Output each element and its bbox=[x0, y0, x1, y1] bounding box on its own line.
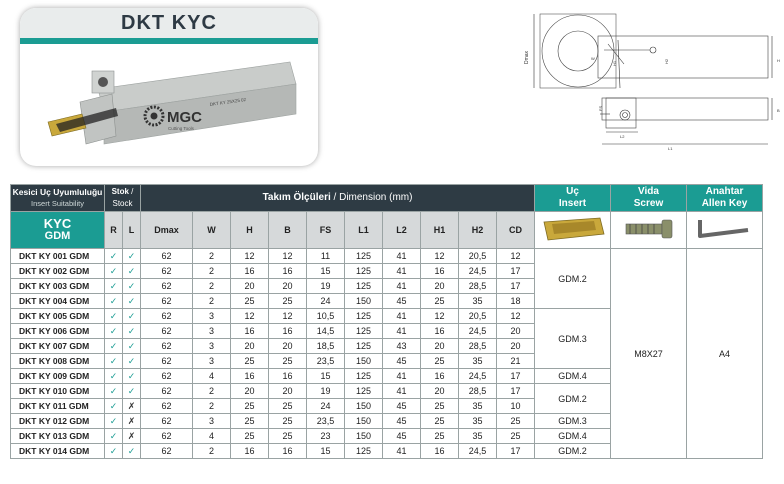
cell-h: 20 bbox=[231, 384, 269, 399]
insert-icon bbox=[538, 214, 608, 244]
stock-left-mark: ✗ bbox=[123, 399, 141, 414]
stock-right-mark: ✓ bbox=[105, 369, 123, 384]
cell-l1: 150 bbox=[345, 429, 383, 444]
product-code: DKT KY 001 GDM bbox=[11, 249, 105, 264]
cell-h: 25 bbox=[231, 399, 269, 414]
cell-h2: 24,5 bbox=[459, 369, 497, 384]
product-code: DKT KY 011 GDM bbox=[11, 399, 105, 414]
stock-right-mark: ✓ bbox=[105, 399, 123, 414]
dim-fs: FS bbox=[598, 105, 603, 111]
cell-dmax: 62 bbox=[141, 339, 193, 354]
stock-right-mark: ✓ bbox=[105, 414, 123, 429]
stock-right-mark: ✓ bbox=[105, 384, 123, 399]
insert-image bbox=[535, 212, 611, 249]
cell-l1: 125 bbox=[345, 339, 383, 354]
cell-h2: 35 bbox=[459, 414, 497, 429]
cell-cd: 25 bbox=[497, 429, 535, 444]
cell-l2: 45 bbox=[383, 414, 421, 429]
cell-l1: 125 bbox=[345, 279, 383, 294]
product-code: DKT KY 003 GDM bbox=[11, 279, 105, 294]
product-code: DKT KY 006 GDM bbox=[11, 324, 105, 339]
cell-dmax: 62 bbox=[141, 414, 193, 429]
stock-header: Stok / Stock bbox=[105, 185, 141, 212]
product-code: DKT KY 007 GDM bbox=[11, 339, 105, 354]
stock-left-mark: ✓ bbox=[123, 309, 141, 324]
cell-h2: 28,5 bbox=[459, 339, 497, 354]
product-card bbox=[20, 8, 318, 166]
cell-h: 25 bbox=[231, 429, 269, 444]
cell-h2: 24,5 bbox=[459, 444, 497, 459]
cell-dmax: 62 bbox=[141, 399, 193, 414]
cell-h1: 16 bbox=[421, 264, 459, 279]
cell-b: 20 bbox=[269, 339, 307, 354]
cell-dmax: 62 bbox=[141, 279, 193, 294]
cell-cd: 17 bbox=[497, 264, 535, 279]
cell-h1: 20 bbox=[421, 339, 459, 354]
cell-dmax: 62 bbox=[141, 384, 193, 399]
col-h: H bbox=[231, 212, 269, 249]
col-fs: FS bbox=[307, 212, 345, 249]
stock-left-mark: ✓ bbox=[123, 324, 141, 339]
cell-h: 25 bbox=[231, 294, 269, 309]
stock-left-mark: ✓ bbox=[123, 369, 141, 384]
cell-l2: 41 bbox=[383, 249, 421, 264]
cell-w: 4 bbox=[193, 429, 231, 444]
cell-b: 25 bbox=[269, 429, 307, 444]
cell-b: 16 bbox=[269, 369, 307, 384]
cell-l2: 41 bbox=[383, 279, 421, 294]
cell-h2: 35 bbox=[459, 294, 497, 309]
cell-cd: 17 bbox=[497, 369, 535, 384]
cell-fs: 14,5 bbox=[307, 324, 345, 339]
cell-dmax: 62 bbox=[141, 444, 193, 459]
cell-l2: 41 bbox=[383, 309, 421, 324]
cell-h2: 20,5 bbox=[459, 309, 497, 324]
screw-image bbox=[611, 212, 687, 249]
cell-l2: 45 bbox=[383, 399, 421, 414]
cell-h: 16 bbox=[231, 264, 269, 279]
cell-h: 25 bbox=[231, 414, 269, 429]
product-code: DKT KY 013 GDM bbox=[11, 429, 105, 444]
cell-dmax: 62 bbox=[141, 294, 193, 309]
product-code: DKT KY 010 GDM bbox=[11, 384, 105, 399]
cell-h2: 28,5 bbox=[459, 384, 497, 399]
cell-h1: 16 bbox=[421, 444, 459, 459]
cell-cd: 17 bbox=[497, 279, 535, 294]
cell-h1: 20 bbox=[421, 384, 459, 399]
cell-dmax: 62 bbox=[141, 324, 193, 339]
stock-right-mark: ✓ bbox=[105, 309, 123, 324]
cell-cd: 12 bbox=[497, 249, 535, 264]
cell-b: 25 bbox=[269, 399, 307, 414]
stock-left-mark: ✓ bbox=[123, 279, 141, 294]
stock-right-mark: ✓ bbox=[105, 249, 123, 264]
insert-type-cell: GDM.4 bbox=[535, 429, 611, 444]
cell-h: 16 bbox=[231, 369, 269, 384]
product-code: DKT KY 005 GDM bbox=[11, 309, 105, 324]
col-r: R bbox=[105, 212, 123, 249]
stock-left-mark: ✗ bbox=[123, 414, 141, 429]
insert-type-cell: GDM.4 bbox=[535, 369, 611, 384]
cell-l1: 125 bbox=[345, 369, 383, 384]
cell-w: 2 bbox=[193, 279, 231, 294]
cell-h2: 35 bbox=[459, 354, 497, 369]
cell-cd: 21 bbox=[497, 354, 535, 369]
col-b: B bbox=[269, 212, 307, 249]
product-code: DKT KY 008 GDM bbox=[11, 354, 105, 369]
cell-cd: 12 bbox=[497, 309, 535, 324]
cell-h: 20 bbox=[231, 339, 269, 354]
cell-b: 16 bbox=[269, 264, 307, 279]
cell-l2: 45 bbox=[383, 429, 421, 444]
cell-l1: 125 bbox=[345, 384, 383, 399]
cell-dmax: 62 bbox=[141, 429, 193, 444]
cell-l1: 125 bbox=[345, 249, 383, 264]
col-l2: L2 bbox=[383, 212, 421, 249]
stock-right-mark: ✓ bbox=[105, 444, 123, 459]
cell-h: 16 bbox=[231, 444, 269, 459]
cell-l2: 41 bbox=[383, 384, 421, 399]
cell-l1: 125 bbox=[345, 264, 383, 279]
cell-cd: 20 bbox=[497, 324, 535, 339]
spec-table bbox=[10, 184, 763, 459]
cell-b: 20 bbox=[269, 279, 307, 294]
cell-l2: 41 bbox=[383, 264, 421, 279]
table-row bbox=[11, 249, 763, 264]
cell-cd: 10 bbox=[497, 399, 535, 414]
stock-left-mark: ✓ bbox=[123, 444, 141, 459]
stock-right-mark: ✓ bbox=[105, 279, 123, 294]
cell-h1: 20 bbox=[421, 279, 459, 294]
insert-type-cell: GDM.2 bbox=[535, 444, 611, 459]
cell-h: 20 bbox=[231, 279, 269, 294]
cell-h2: 24,5 bbox=[459, 264, 497, 279]
cell-cd: 18 bbox=[497, 294, 535, 309]
cell-fs: 15 bbox=[307, 369, 345, 384]
cell-fs: 19 bbox=[307, 279, 345, 294]
stock-left-mark: ✓ bbox=[123, 354, 141, 369]
stock-left-mark: ✓ bbox=[123, 294, 141, 309]
cell-h1: 12 bbox=[421, 249, 459, 264]
product-title: DKT KYC bbox=[20, 8, 318, 38]
dimension-header: Takım Ölçüleri / Dimension (mm) bbox=[141, 185, 535, 212]
cell-h1: 16 bbox=[421, 324, 459, 339]
cell-l1: 150 bbox=[345, 294, 383, 309]
cell-h1: 25 bbox=[421, 354, 459, 369]
cell-b: 25 bbox=[269, 414, 307, 429]
product-code: DKT KY 012 GDM bbox=[11, 414, 105, 429]
cell-l2: 45 bbox=[383, 294, 421, 309]
cell-h: 25 bbox=[231, 354, 269, 369]
stock-left-mark: ✗ bbox=[123, 429, 141, 444]
stock-right-mark: ✓ bbox=[105, 354, 123, 369]
insert-type-cell: GDM.3 bbox=[535, 309, 611, 369]
suitability-header: Kesici Uç Uyumluluğu Insert Suitability bbox=[11, 185, 105, 212]
cell-h1: 25 bbox=[421, 399, 459, 414]
cell-fs: 10,5 bbox=[307, 309, 345, 324]
cell-fs: 18,5 bbox=[307, 339, 345, 354]
insert-type-cell: GDM.2 bbox=[535, 384, 611, 414]
stock-right-mark: ✓ bbox=[105, 294, 123, 309]
cell-w: 2 bbox=[193, 384, 231, 399]
screw-value: M8X27 bbox=[611, 249, 687, 459]
cell-h1: 25 bbox=[421, 429, 459, 444]
product-code: DKT KY 009 GDM bbox=[11, 369, 105, 384]
cell-h: 12 bbox=[231, 249, 269, 264]
dim-h1: H1 bbox=[612, 60, 617, 66]
cell-w: 3 bbox=[193, 309, 231, 324]
product-code: DKT KY 002 GDM bbox=[11, 264, 105, 279]
cell-l1: 150 bbox=[345, 399, 383, 414]
col-h2: H2 bbox=[459, 212, 497, 249]
stock-left-mark: ✓ bbox=[123, 249, 141, 264]
cell-b: 12 bbox=[269, 309, 307, 324]
cell-dmax: 62 bbox=[141, 264, 193, 279]
cell-h: 16 bbox=[231, 324, 269, 339]
col-l1: L1 bbox=[345, 212, 383, 249]
logo-subtext: Cutting Tools bbox=[168, 126, 194, 131]
cell-dmax: 62 bbox=[141, 354, 193, 369]
technical-drawing bbox=[498, 6, 780, 154]
cell-b: 25 bbox=[269, 354, 307, 369]
stock-left-mark: ✓ bbox=[123, 264, 141, 279]
stock-right-mark: ✓ bbox=[105, 324, 123, 339]
col-cd: CD bbox=[497, 212, 535, 249]
cell-l2: 41 bbox=[383, 369, 421, 384]
dim-l1: L1 bbox=[668, 146, 673, 151]
cell-l2: 43 bbox=[383, 339, 421, 354]
insert-type-cell: GDM.2 bbox=[535, 249, 611, 309]
cell-cd: 17 bbox=[497, 444, 535, 459]
cell-b: 16 bbox=[269, 324, 307, 339]
stock-right-mark: ✓ bbox=[105, 339, 123, 354]
cell-h1: 12 bbox=[421, 309, 459, 324]
cell-cd: 25 bbox=[497, 414, 535, 429]
stock-left-mark: ✓ bbox=[123, 384, 141, 399]
cell-l1: 150 bbox=[345, 414, 383, 429]
cell-h2: 35 bbox=[459, 399, 497, 414]
cell-fs: 24 bbox=[307, 294, 345, 309]
dim-l2: L2 bbox=[620, 134, 625, 139]
cell-w: 2 bbox=[193, 294, 231, 309]
cell-l1: 125 bbox=[345, 444, 383, 459]
cell-l2: 45 bbox=[383, 354, 421, 369]
dim-h2: H2 bbox=[664, 58, 669, 64]
cell-fs: 24 bbox=[307, 399, 345, 414]
cell-b: 20 bbox=[269, 384, 307, 399]
dim-h: H bbox=[777, 58, 780, 63]
cell-h1: 25 bbox=[421, 414, 459, 429]
cell-h: 12 bbox=[231, 309, 269, 324]
cell-fs: 15 bbox=[307, 264, 345, 279]
cell-fs: 19 bbox=[307, 384, 345, 399]
cell-b: 25 bbox=[269, 294, 307, 309]
col-l: L bbox=[123, 212, 141, 249]
allen-key-icon bbox=[690, 214, 760, 244]
logo-text: MGC bbox=[167, 109, 202, 126]
cell-h2: 35 bbox=[459, 429, 497, 444]
cell-fs: 11 bbox=[307, 249, 345, 264]
cell-w: 3 bbox=[193, 414, 231, 429]
dim-b: B bbox=[777, 108, 780, 113]
screw-header: Vida Screw bbox=[611, 185, 687, 212]
col-w: W bbox=[193, 212, 231, 249]
cell-cd: 17 bbox=[497, 384, 535, 399]
dim-w: W bbox=[591, 56, 595, 61]
cell-w: 3 bbox=[193, 354, 231, 369]
series-label: KYC GDM bbox=[11, 212, 105, 249]
cell-b: 12 bbox=[269, 249, 307, 264]
cell-l2: 41 bbox=[383, 444, 421, 459]
cell-cd: 20 bbox=[497, 339, 535, 354]
cell-h1: 25 bbox=[421, 294, 459, 309]
cell-h2: 24,5 bbox=[459, 324, 497, 339]
allen-key-image bbox=[687, 212, 763, 249]
cell-fs: 23,5 bbox=[307, 354, 345, 369]
product-code: DKT KY 014 GDM bbox=[11, 444, 105, 459]
cell-w: 3 bbox=[193, 339, 231, 354]
cell-l1: 125 bbox=[345, 309, 383, 324]
cell-fs: 23,5 bbox=[307, 414, 345, 429]
cell-dmax: 62 bbox=[141, 249, 193, 264]
cell-dmax: 62 bbox=[141, 309, 193, 324]
cell-fs: 15 bbox=[307, 444, 345, 459]
dim-dmax: Dmax bbox=[524, 50, 530, 64]
cell-fs: 23 bbox=[307, 429, 345, 444]
insert-header: Uç Insert bbox=[535, 185, 611, 212]
col-h1: H1 bbox=[421, 212, 459, 249]
allen-key-header: Anahtar Allen Key bbox=[687, 185, 763, 212]
screw-icon bbox=[614, 214, 684, 244]
cell-w: 2 bbox=[193, 264, 231, 279]
cell-w: 4 bbox=[193, 369, 231, 384]
tool-photo bbox=[20, 44, 318, 166]
cell-w: 2 bbox=[193, 249, 231, 264]
cell-l2: 41 bbox=[383, 324, 421, 339]
cell-h2: 28,5 bbox=[459, 279, 497, 294]
col-dmax: Dmax bbox=[141, 212, 193, 249]
tool-marking: DKT KY 25X25 02 bbox=[209, 96, 247, 107]
cell-h1: 16 bbox=[421, 369, 459, 384]
stock-right-mark: ✓ bbox=[105, 264, 123, 279]
allen-key-value: A4 bbox=[687, 249, 763, 459]
spec-table-body bbox=[11, 249, 763, 459]
cell-w: 3 bbox=[193, 324, 231, 339]
product-code: DKT KY 004 GDM bbox=[11, 294, 105, 309]
stock-right-mark: ✓ bbox=[105, 429, 123, 444]
cell-l1: 125 bbox=[345, 324, 383, 339]
stock-left-mark: ✓ bbox=[123, 339, 141, 354]
cell-b: 16 bbox=[269, 444, 307, 459]
cell-dmax: 62 bbox=[141, 369, 193, 384]
cell-w: 2 bbox=[193, 399, 231, 414]
cell-w: 2 bbox=[193, 444, 231, 459]
cell-l1: 150 bbox=[345, 354, 383, 369]
insert-type-cell: GDM.3 bbox=[535, 414, 611, 429]
cell-h2: 20,5 bbox=[459, 249, 497, 264]
